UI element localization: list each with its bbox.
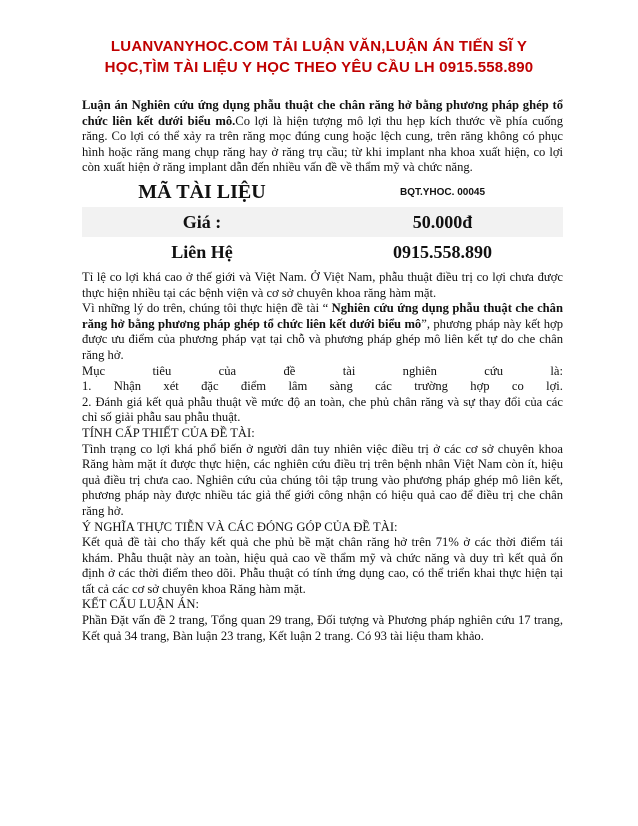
rationale-end: ”, phương pháp này kết hợp được ưu điểm của phương pháp vạt tại chỗ và phương pháp ghép mô liên kết tự do che chân răng hở. <box>82 316 563 362</box>
contact-phone[interactable]: 0915.558.890 <box>393 241 492 262</box>
paragraph-urgency: Tình trạng co lợi khá phổ biến ở người dân tuy nhiên việc điều trị ở các cơ sở chuyên khoa Răng hàm mặt ít được thực hiện, các nghiên cứu điều trị trên bệnh nhân Việt Nam còn ít, hiệu quả điều trị chưa cao. Nghiên cứu của chúng tôi tập trung vào phương pháp ghép mô liên kết, phương pháp này được nhiều tác giả thế giới công nhận có hiệu quả cao để điều trị che chân răng hở. <box>82 441 563 518</box>
price-row <box>82 207 563 237</box>
goal-item-2: 2. Đánh giá kết quả phẫu thuật về mức độ an toàn, che phủ chân răng và sự thay đổi của các chỉ số giải phẫu sau phẫu thuật. <box>82 394 563 425</box>
intro-paragraph <box>82 98 563 176</box>
document-body <box>82 270 563 644</box>
goal1-word: sàng <box>329 379 353 394</box>
goal-word: của <box>218 363 237 378</box>
goal-word: tiêu <box>152 363 172 378</box>
thesis-title: Luận án Nghiên cứu ứng dụng phẫu thuật che chân răng hở bằng phương pháp ghép tổ chức liên kết dưới biểu mô. <box>82 98 563 128</box>
paragraph-structure: Phần Đặt vấn đề 2 trang, Tổng quan 29 trang, Đối tượng và Phương pháp nghiên cứu 17 trang, Kết quả 34 trang, Bàn luận 23 trang, Kết luận 2 trang. Có 93 tài liệu tham khảo. <box>82 613 563 643</box>
goal-word: nghiên <box>402 363 437 378</box>
goal1-word: co <box>511 379 524 394</box>
rationale-title: Nghiên cứu ứng dụng phẫu thuật che chân răng hở bằng phương pháp ghép tổ chức liên kết dưới biểu mô <box>82 301 563 331</box>
heading-meaning: Ý NGHĨA THỰC TIỄN VÀ CÁC ĐÓNG GÓP CỦA ĐỀ TÀI: <box>82 519 398 534</box>
goal-word: Mục <box>82 363 106 378</box>
contact-label: Liên Hệ <box>171 241 233 262</box>
price-label: Giá : <box>182 211 222 232</box>
heading-urgency: TÍNH CẤP THIẾT CỦA ĐỀ TÀI: <box>82 425 255 440</box>
goal1-word: lâm <box>288 379 308 394</box>
goal-heading <box>82 364 563 380</box>
paragraph-meaning: Kết quả đề tài cho thấy kết quả che phủ bề mặt chân răng hở trên 71% ở các thời điểm tái khám. Phẫu thuật này an toàn, hiệu quả cao về thẩm mỹ và chức năng và duy trì kết quả ổn định ở các thời điểm theo dõi. Phẫu thuật có tính ứng dụng cao, có thể triển khai thực hiện tại tất cả các cơ sở chuyên khoa Răng hàm mặt. <box>82 535 563 596</box>
contact-row <box>82 237 563 267</box>
code-label: MÃ TÀI LIỆU <box>138 180 266 203</box>
document-info-table <box>82 177 563 267</box>
paragraph-prevalence: Tỉ lệ co lợi khá cao ở thế giới và Việt Nam. Ở Việt Nam, phẫu thuật điều trị co lợi chưa được thực hiện nhiều tại các bệnh viện và cơ sở chuyên khoa răng hàm mặt. <box>82 270 563 300</box>
site-banner[interactable] <box>60 36 578 78</box>
banner-line-2: HỌC,TÌM TÀI LIỆU Y HỌC THEO YÊU CẦU LH 0915.558.890 <box>104 59 534 76</box>
goal1-word: điểm <box>240 379 267 394</box>
goal1-word: xét <box>163 379 179 394</box>
code-row <box>82 177 563 207</box>
goal1-word: hợp <box>470 379 490 394</box>
goal1-word: trường <box>414 379 448 394</box>
rationale-start: Vì những lý do trên, chúng tôi thực hiện đề tài “ <box>82 301 332 316</box>
goal-word: là: <box>550 363 563 378</box>
code-value: BQT.YHOC. 00045 <box>399 186 486 198</box>
goal-word: tài <box>342 363 356 378</box>
banner-line-1: LUANVANYHOC.COM TẢI LUẬN VĂN,LUẬN ÁN TIẾN SĨ Y <box>110 38 528 55</box>
goal-word: đề <box>283 363 296 378</box>
goal1-word: 1. <box>82 379 92 394</box>
price-value: 50.000đ <box>412 211 473 232</box>
goal1-word: Nhận <box>113 379 142 394</box>
goal-item-1 <box>82 379 563 395</box>
paragraph-rationale <box>82 301 563 363</box>
heading-structure: KẾT CẤU LUẬN ÁN: <box>82 597 199 612</box>
goal-word: cứu <box>484 363 504 378</box>
goal1-word: các <box>375 379 392 394</box>
intro-text: Co lợi là hiện tượng mô lợi thu hẹp kích thước về phía cuống răng. Co lợi có thể xảy ra trên răng mọc đúng cung hoặc lệch cung, trên răng không có phục hình hoặc răng mang chụp răng hay ở răng trụ cầu; từ khi implant nha khoa xuất hiện, co lợi còn xuất hiện ở răng implant dẫn đến nhiều vấn đề về thẩm mỹ và chức năng. <box>82 113 563 175</box>
goal1-word: đặc <box>201 379 219 394</box>
goal1-word: lợi. <box>546 379 563 394</box>
